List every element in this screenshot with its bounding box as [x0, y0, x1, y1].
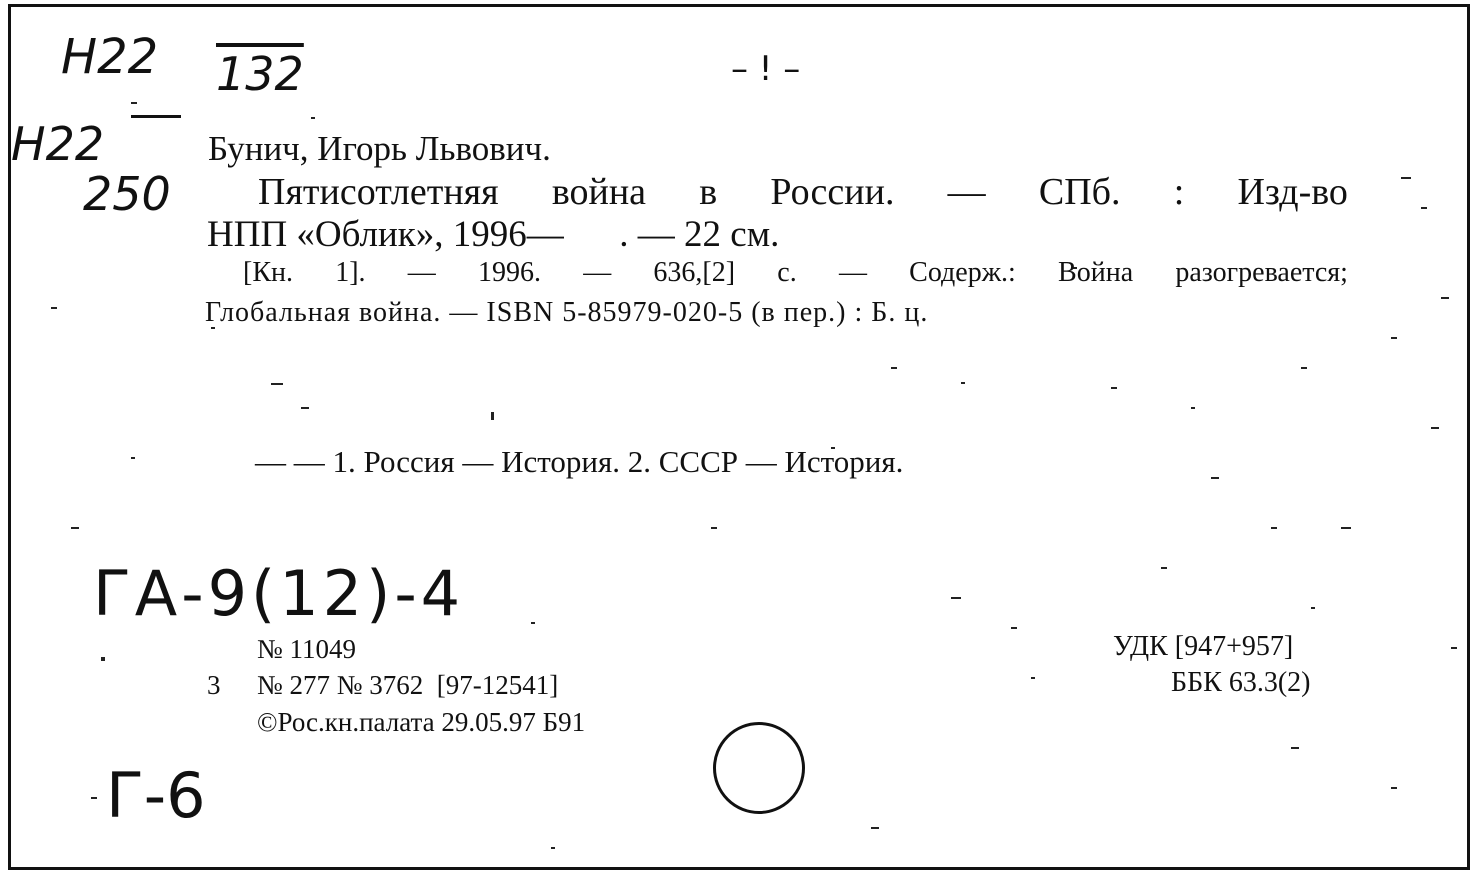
title-word: Пятисотлетняя [258, 171, 499, 213]
volume-word: разогревается; [1175, 257, 1348, 288]
catalog-card [8, 4, 1470, 870]
title-word: в [699, 171, 718, 213]
subject-headings: — — 1. Россия — История. 2. СССР — История. [255, 444, 904, 479]
title-word: Изд-во [1237, 171, 1348, 213]
copyright-line: ©Рос.кн.палата 29.05.97 Б91 [257, 707, 586, 737]
volume-word: [Кн. [243, 257, 293, 288]
volume-word: 636,[2] [653, 257, 736, 288]
title-word: война [551, 171, 647, 213]
volume-word: — [407, 257, 436, 288]
volume-line-2: Глобальная война. — ISBN 5-85979-020-5 (в пер.) : Б. ц. [205, 297, 929, 328]
order-prefix: 3 [207, 670, 221, 700]
volume-word: — [838, 257, 867, 288]
title-word: России. [770, 171, 895, 213]
volume-line-1 [243, 257, 1348, 289]
title-word: : [1173, 171, 1185, 213]
udc-code: УДК [947+957] [1113, 631, 1294, 662]
title-line-2: НПП «Облик», 1996— . — 22 см. [207, 214, 780, 255]
title-word: СПб. [1038, 171, 1121, 213]
order-numbers: № 277 № 3762 [97-12541] [257, 670, 559, 700]
bbk-code: ББК 63.3(2) [1171, 667, 1311, 698]
handwritten-shelf-mark-1: Н22 [61, 29, 159, 85]
handwritten-top-mark: – ! – [731, 49, 801, 89]
title-word: — [947, 171, 986, 213]
volume-word: Война [1058, 257, 1134, 288]
handwritten-dash [131, 115, 181, 118]
handwritten-shelf-mark-1-number: 132 [216, 47, 304, 101]
handwritten-shelf-mark-2-number: 250 [83, 167, 171, 221]
title-line-1 [258, 170, 1348, 214]
volume-word: Содерж.: [909, 257, 1016, 288]
author-heading: Бунич, Игорь Львович. [208, 129, 551, 168]
card-number: № 11049 [257, 634, 357, 664]
handdrawn-circle [713, 722, 805, 814]
volume-word: 1996. [477, 257, 541, 288]
volume-word: с. [777, 257, 797, 288]
handwritten-section-mark: Г-6 [106, 759, 206, 832]
handwritten-shelf-mark-2: Н22 [11, 117, 105, 171]
volume-word: 1]. [335, 257, 366, 288]
handwritten-location-code: ГА-9(12)-4 [93, 557, 465, 630]
volume-word: — [583, 257, 612, 288]
